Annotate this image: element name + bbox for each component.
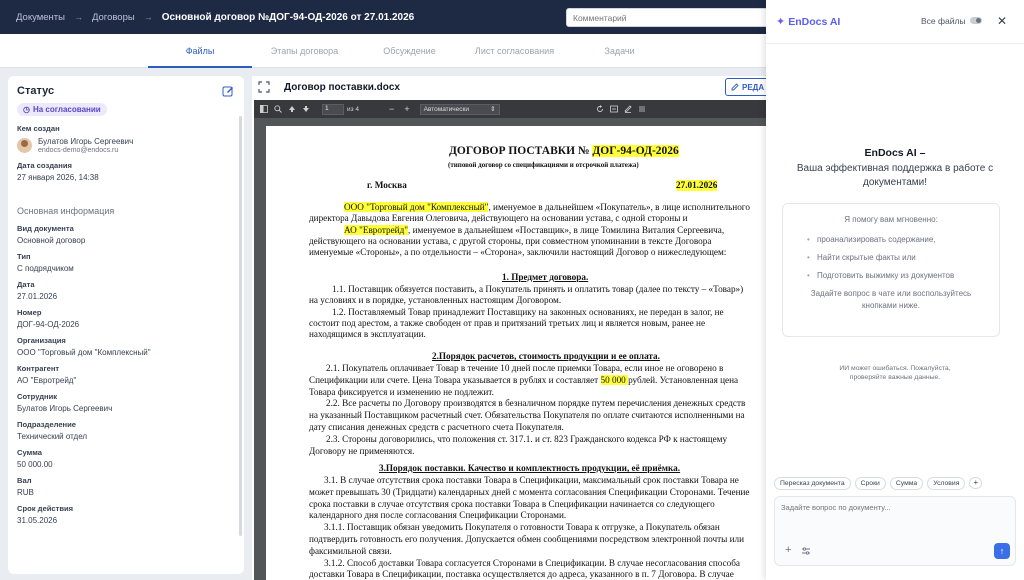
sparkle-icon: ✦ <box>776 16 786 28</box>
plus-icon[interactable]: + <box>785 544 792 556</box>
pdf-section-1-line: 1.2. Поставляемый Товар принадлежит Поставщику на законных основаниях, не передан в залог, не <box>332 306 724 317</box>
help-footer: Задайте вопрос в чате или воспользуйтесь кнопками ниже. <box>810 289 972 310</box>
creator-email: endocs-demo@endocs.ru <box>38 147 119 154</box>
pdf-section-3-line: срока поставки в случае отсутствия срока поставки Товара в Спецификации начинается со следующего <box>309 498 715 509</box>
fields-list <box>17 224 235 525</box>
pdf-section-3-line: 3.1.1. Поставщик обязан уведомить Покупателя о готовности Товара к отгрузке, а Покупатель обязан <box>324 522 720 533</box>
field-value: ДОГ-94-ОД-2026 <box>17 320 80 329</box>
field-value: 50 000.00 <box>17 460 53 469</box>
ai-welcome-title: EnDocs AI – <box>864 147 926 159</box>
created-date-label: Дата создания <box>17 161 72 170</box>
field-label: Сумма <box>17 448 42 457</box>
pdf-toolbar <box>254 100 766 118</box>
pdf-intro-line-pre: именуемые «Стороны», а по отдельности – «Сторона», заключили настоящий Договор о нижеследующем: <box>309 247 727 258</box>
pdf-section-2-line <box>309 422 564 433</box>
chip-amount[interactable]: Сумма <box>890 477 923 490</box>
page-number-input[interactable]: 1 <box>322 104 344 115</box>
pdf-section-2-line <box>309 410 745 421</box>
pdf-intro-line-hl: АО "Евротрейд" <box>344 224 409 235</box>
next-page-icon[interactable] <box>302 105 310 113</box>
pdf-intro-line <box>309 247 726 258</box>
tab-bar <box>0 34 766 68</box>
field-label: Дата <box>17 280 35 289</box>
pdf-section-2-line <box>326 398 745 409</box>
more-tools-icon[interactable] <box>638 105 646 113</box>
field-label: Сотрудник <box>17 392 58 401</box>
pdf-section-2-line <box>309 375 738 386</box>
left-panel-scrollbar[interactable] <box>239 116 242 536</box>
pdf-section-2-line-post: рублей. Установленная цена <box>628 374 739 385</box>
document-viewer <box>252 76 766 580</box>
pdf-section-2-line-pre: на указанный Поставщиком расчетный счет. Обязательства Покупателя по оплате считаются исполненными на <box>309 410 745 421</box>
field-value: АО "Евротрейд" <box>17 376 77 385</box>
pdf-section-3-line: доставки Товара в Спецификации, поставка осуществляется до адреса, указанного в п. 7 Договора. В случае <box>309 569 734 580</box>
pdf-intro-line-post: , именуемое в дальнейшем «Покупатель», в лице исполнительного <box>488 202 750 212</box>
chat-composer <box>774 496 1016 566</box>
chevron-down-icon: ⇕ <box>490 105 496 113</box>
pdf-title: ДОГОВОР ПОСТАВКИ № ДОГ-94-ОД-2026 <box>449 145 679 157</box>
help-list <box>817 234 999 281</box>
edit-icon[interactable] <box>222 85 234 97</box>
pdf-section-2-line <box>326 434 727 445</box>
main-info-title: Основная информация <box>17 206 115 216</box>
zoom-select-value: Автоматически <box>423 105 470 113</box>
pdf-section-3-line: факсимильной связи. <box>309 545 392 556</box>
breadcrumb-contracts[interactable]: Договоры <box>91 11 135 23</box>
field-label: Контрагент <box>17 364 60 373</box>
field-label: Срок действия <box>17 504 74 513</box>
document-file-name: Договор поставки.docx <box>284 81 400 93</box>
pdf-section-3-line: календарного дня после согласования Спецификации Сторонами. <box>309 510 567 521</box>
help-item: • Подготовить выжимку из документов <box>817 270 967 281</box>
pdf-intro-line <box>344 225 724 236</box>
status-badge <box>17 103 107 116</box>
pdf-section-1-line: на условиях и в порядке, установленных настоящим Договором. <box>309 295 562 306</box>
arrow-up-icon: ↑ <box>999 546 1005 556</box>
close-icon[interactable]: ✕ <box>997 14 1008 28</box>
creator <box>17 137 235 154</box>
field-label: Вал <box>17 476 32 485</box>
expand-icon[interactable] <box>258 81 270 93</box>
help-item: • проанализировать содержание, <box>817 234 967 245</box>
pdf-intro-line-pre: директора Давыдова Евгения Олеговича, действующего на основании устава, с одной стороны и <box>309 213 688 224</box>
edit-document-label: РЕДА <box>742 82 765 92</box>
pdf-section-2-line-pre: 2.2. Все расчеты по Договору производятся в безналичном порядке путем перечисления денежных средств <box>326 398 746 409</box>
pdf-section-2-line <box>309 446 414 457</box>
field-label: Вид документа <box>17 224 74 233</box>
pdf-section-2-line-pre: Договору не применяются. <box>309 445 415 456</box>
field-label: Номер <box>17 308 42 317</box>
add-chip-button[interactable]: + <box>969 477 982 489</box>
zoom-select[interactable] <box>420 104 500 115</box>
pdf-section-1-line: находящимся в эксплуатации. <box>309 329 426 340</box>
pdf-section-3-line: подтвердить готовность его получения. Допускается обмен сообщениями посредством электронной почты или <box>309 534 745 544</box>
field-label: Организация <box>17 336 66 345</box>
field-value: RUB <box>17 488 34 497</box>
pdf-city: г. Москва <box>367 180 407 190</box>
search-icon[interactable] <box>274 105 282 113</box>
ai-header <box>766 0 1024 44</box>
pdf-section-2-line-hl: 50 000 <box>600 374 629 385</box>
created-date-value: 27 января 2026, 14:38 <box>17 173 99 182</box>
fit-page-icon[interactable] <box>610 105 618 113</box>
breadcrumb-documents[interactable]: Документы <box>16 11 65 23</box>
field-value: 31.05.2026 <box>17 516 58 525</box>
pdf-intro-line-hl: ООО "Торговый дом "Комплексный" <box>344 202 489 212</box>
pdf-subtitle: (типовой договор со спецификациями и отсрочкой платежа) <box>448 161 639 169</box>
ai-welcome-subtitle: Ваша эффективная поддержка в работе с документами! <box>796 163 994 188</box>
field-value: Технический отдел <box>17 432 88 441</box>
field-value: 27.01.2026 <box>17 292 58 301</box>
pdf-section-2-line <box>309 387 494 398</box>
tab-tasks[interactable]: Задачи <box>604 46 635 56</box>
chip-summary[interactable]: Пересказ документа <box>774 477 851 490</box>
pdf-intro-line <box>309 236 711 247</box>
chip-deadlines[interactable]: Сроки <box>855 477 886 490</box>
pdf-intro-line-pre: действующего на основании устава, с другой стороны, при совместном упоминании в тексте Договора <box>309 235 712 246</box>
pdf-title-number: ДОГ-94-ОД-2026 <box>592 145 679 157</box>
page-title: Основной договор №ДОГ-94-ОД-2026 от 27.01.2026 <box>161 11 415 23</box>
pdf-section-2-line-pre: 2.1. Покупатель оплачивает Товар в течение 10 дней после приемки Товара, если иное не оговорено в <box>326 363 724 373</box>
pdf-section-2-line <box>326 363 723 374</box>
pencil-icon <box>731 83 739 91</box>
arrow-right-icon: → <box>143 12 153 22</box>
pdf-section-2-line-pre: дату списания денежных средств с расчетного счета Покупателя. <box>309 422 564 432</box>
pdf-section-2-title: 2.Порядок расчетов, стоимость продукции и ее оплата. <box>432 351 660 361</box>
tab-discussion[interactable]: Обсуждение <box>383 46 436 56</box>
settings-sliders-icon[interactable] <box>801 546 811 556</box>
pdf-section-1-line: 1.1. Поставщик обязуется поставить, а Покупатель принять и оплатить товар (далее по тексту – «Товар») <box>332 284 744 294</box>
annotate-icon[interactable] <box>624 105 632 113</box>
all-files-toggle[interactable] <box>970 17 982 24</box>
field-value: ООО "Торговый дом "Комплексный" <box>17 348 151 357</box>
pdf-intro-line-post: , именуемое в дальнейшем «Поставщик», в лице Томилина Виталия Сергеевича, <box>408 224 725 235</box>
created-by-label: Кем создан <box>17 124 60 133</box>
pdf-section-2-line-pre: Спецификации или счете. Цена Товара указывается в рублях и составляет <box>309 374 601 385</box>
field-label: Тип <box>17 252 31 261</box>
pdf-section-3-title: 3.Порядок поставки. Качество и комплектность продукции, её приёмка. <box>379 463 681 473</box>
field-value: С подрядчиком <box>17 264 74 273</box>
field-value: Булатов Игорь Сергеевич <box>17 404 113 413</box>
pdf-section-3-line: 3.1.2. Способ доставки Товара согласуется Сторонами в Спецификации. В случае несогласования способа <box>324 557 741 568</box>
field-label: Подразделение <box>17 420 77 429</box>
pdf-intro-line <box>309 213 688 224</box>
all-files-label: Все файлы <box>921 16 966 26</box>
pdf-canvas[interactable] <box>254 118 766 580</box>
pdf-section-1-line: состоит под арестом, а также свободен от прав и притязаний третьих лиц и является новым, ранее не <box>309 317 706 328</box>
tab-contract-stages[interactable]: Этапы договора <box>270 46 339 56</box>
ai-warning <box>766 364 1024 382</box>
ai-help-card <box>782 203 1000 337</box>
pdf-section-2-line-pre: 2.3. Стороны договорились, что положения ст. 317.1. и ст. 823 Гражданского кодекса РФ к настоящему <box>326 433 728 444</box>
quick-prompts <box>774 477 982 490</box>
status-title: Статус <box>17 85 55 97</box>
pdf-page <box>266 126 766 580</box>
pdf-section-1-title: 1. Предмет договора. <box>502 272 589 282</box>
rotate-icon[interactable] <box>596 105 604 113</box>
pdf-section-3-line: 3.1. В случае отсутствия срока поставки Товара в Спецификации, максимальный срок поставки Товара не <box>324 475 739 485</box>
ai-warning-line-1: ИИ может ошибаться. Пожалуйста, <box>839 365 951 372</box>
ai-logo: EnDocs AI <box>788 15 841 28</box>
document-header <box>252 76 766 98</box>
tab-files[interactable]: Файлы <box>148 34 252 67</box>
chip-conditions[interactable]: Условия <box>927 477 965 490</box>
arrow-right-icon: → <box>73 12 83 22</box>
sidebar-toggle-icon[interactable] <box>260 105 268 113</box>
page-count: из 4 <box>347 105 360 113</box>
document-info-panel <box>8 76 244 574</box>
ai-warning-line-2: проверяйте важные данные. <box>849 374 941 381</box>
avatar <box>17 138 32 153</box>
pdf-section-2-line-pre: Товара фиксируется и изменению не подлежит. <box>309 386 494 397</box>
clock-icon: ◷ <box>23 105 30 114</box>
pdf-section-3-line: может превышать 30 (Тридцати) календарных дней с момента согласования Спецификации Сторонами. Течение <box>309 486 750 497</box>
pdf-date: 27.01.2026 <box>676 180 718 190</box>
ai-assistant-panel <box>766 0 1024 580</box>
tab-approval-sheet[interactable]: Лист согласования <box>474 46 555 56</box>
help-heading: Я помогу вам мгновенно: <box>844 215 938 224</box>
comment-input[interactable] <box>566 8 776 27</box>
zoom-in-icon[interactable]: + <box>404 104 410 114</box>
help-item: • Найти скрытые факты или <box>817 252 967 263</box>
creator-name: Булатов Игорь Сергеевич <box>38 137 134 146</box>
zoom-out-icon[interactable]: − <box>389 104 395 114</box>
field-value: Основной договор <box>17 236 86 245</box>
send-button[interactable] <box>994 543 1010 559</box>
pdf-intro-line <box>344 202 750 213</box>
prev-page-icon[interactable] <box>288 105 296 113</box>
status-badge-label: На согласовании <box>32 105 101 114</box>
chat-input[interactable] <box>781 503 1007 512</box>
